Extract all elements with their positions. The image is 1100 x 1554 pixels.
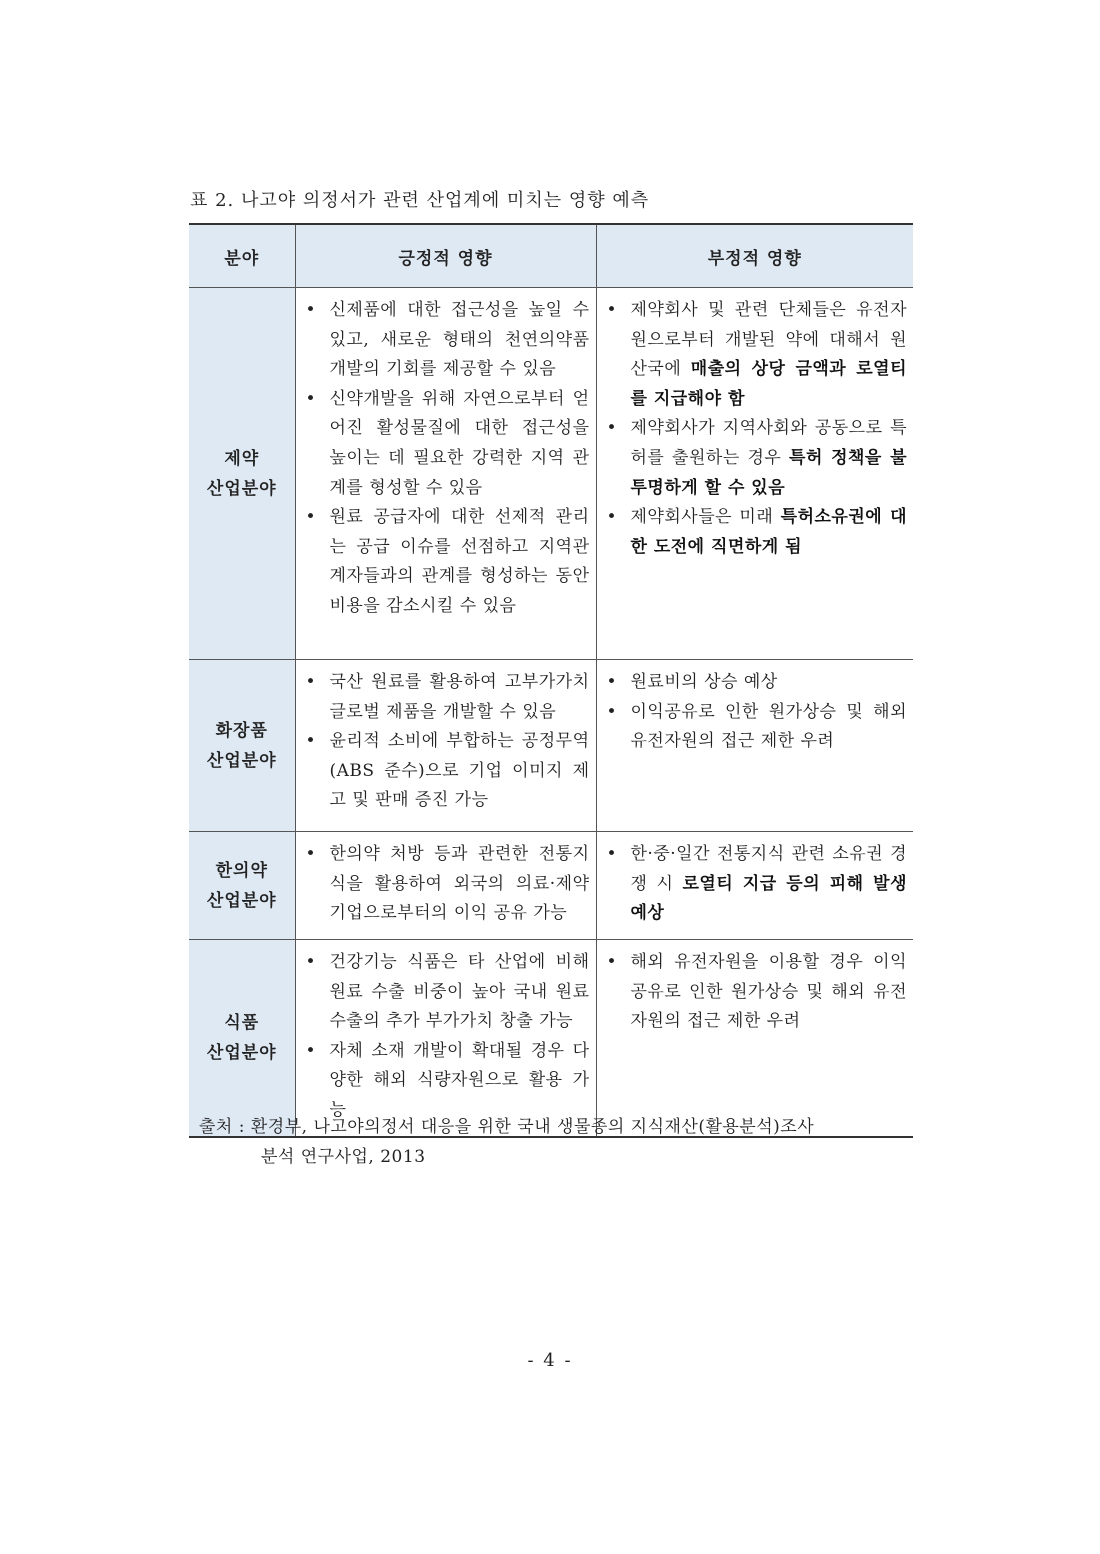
bullet-icon: • bbox=[606, 701, 618, 722]
emphasis-text: 로열티 지급 등의 피해 발생 예상 bbox=[630, 873, 907, 924]
list-item bbox=[605, 296, 908, 414]
bullet-icon: • bbox=[305, 388, 317, 409]
item-text: 윤리적 소비에 부합하는 공정무역(ABS 준수)으로 기업 이미지 제고 및 판매 증진 가능 bbox=[329, 731, 590, 811]
item-text: 원료 공급자에 대한 선제적 관리는 공급 이슈를 선점하고 지역관계자들과의 관계를 형성하는 동안 비용을 감소시킬 수 있음 bbox=[329, 507, 590, 616]
item-text: 신제품에 대한 접근성을 높일 수 있고, 새로운 형태의 천연의약품 개발의 기회를 제공할 수 있음 bbox=[329, 300, 590, 380]
positive-cell bbox=[295, 288, 596, 660]
table-row bbox=[189, 832, 913, 940]
bullet-icon: • bbox=[606, 418, 618, 439]
category-label: 산업분야 bbox=[206, 750, 277, 771]
list-item bbox=[605, 414, 908, 503]
positive-cell bbox=[295, 832, 596, 940]
list-item bbox=[304, 296, 590, 385]
source-note bbox=[199, 1112, 909, 1172]
source-line-1: 출처 : 환경부, 나고야의정서 대응을 위한 국내 생물종의 지식재산(활용분석)조사 bbox=[199, 1117, 815, 1137]
category-cell bbox=[189, 940, 295, 1137]
header-positive: 긍정적 영향 bbox=[295, 224, 596, 288]
item-text: 자체 소재 개발이 확대될 경우 다양한 해외 식량자원으로 활용 가능 bbox=[329, 1040, 590, 1120]
negative-cell bbox=[596, 288, 913, 660]
bullet-icon: • bbox=[305, 507, 317, 528]
item-text: 제약회사 및 관련 단체들은 유전자원으로부터 개발된 약에 대해서 원산국에 bbox=[630, 300, 907, 380]
item-text: 원료비의 상승 예상 bbox=[630, 672, 778, 692]
source-line-2: 분석 연구사업, 2013 bbox=[261, 1147, 426, 1167]
item-text: 이익공유로 인한 원가상승 및 해외 유전자원의 접근 제한 우려 bbox=[630, 701, 907, 752]
category-cell bbox=[189, 288, 295, 660]
bullet-icon: • bbox=[305, 672, 317, 692]
category-label: 산업분야 bbox=[206, 1042, 277, 1063]
bullet-icon: • bbox=[305, 844, 317, 864]
table-caption: 표 2. 나고야 의정서가 관련 산업계에 미치는 영향 예측 bbox=[190, 190, 650, 211]
table-header-row bbox=[189, 224, 913, 288]
page-number: - 4 - bbox=[527, 1350, 573, 1371]
positive-list bbox=[296, 940, 596, 1136]
table-row bbox=[189, 940, 913, 1137]
list-item bbox=[605, 668, 908, 698]
header-negative: 부정적 영향 bbox=[596, 224, 913, 288]
list-item bbox=[304, 840, 590, 929]
impact-table bbox=[189, 223, 913, 1138]
list-item bbox=[605, 698, 908, 757]
bullet-icon: • bbox=[606, 844, 618, 864]
bullet-icon: • bbox=[606, 507, 618, 528]
bullet-icon: • bbox=[305, 1040, 317, 1061]
item-text: 신약개발을 위해 자연으로부터 얻어진 활성물질에 대한 접근성을 높이는 데 필요한 강력한 지역 관계를 형성할 수 있음 bbox=[329, 388, 590, 498]
positive-list bbox=[296, 660, 596, 826]
positive-cell bbox=[295, 660, 596, 832]
item-text: 제약회사가 지역사회와 공동으로 특허를 출원하는 경우 bbox=[630, 418, 907, 468]
negative-cell bbox=[596, 832, 913, 940]
bullet-icon: • bbox=[606, 300, 618, 320]
negative-list bbox=[597, 288, 914, 572]
positive-list bbox=[296, 832, 596, 939]
list-item bbox=[605, 948, 908, 1037]
table-row bbox=[189, 660, 913, 832]
category-label: 식품 bbox=[224, 1012, 260, 1033]
category-label: 제약 bbox=[224, 448, 260, 469]
emphasis-text: 매출의 상당 금액과 로열티를 지급해야 함 bbox=[630, 359, 907, 409]
item-text: 건강기능 식품은 타 산업에 비해 원료 수출 비중이 높아 국내 원료 수출의 추가 부가가치 창출 가능 bbox=[329, 952, 590, 1032]
emphasis-text: 특허소유권에 대한 도전에 직면하게 됨 bbox=[630, 507, 908, 557]
positive-cell bbox=[295, 940, 596, 1137]
positive-list bbox=[296, 288, 596, 632]
bullet-icon: • bbox=[606, 952, 618, 972]
emphasis-text: 특허 정책을 불투명하게 할 수 있음 bbox=[630, 447, 907, 498]
item-text: 해외 유전자원을 이용할 경우 이익공유로 인한 원가상승 및 해외 유전자원의 접근 제한 우려 bbox=[630, 952, 907, 1032]
list-item bbox=[605, 840, 908, 929]
negative-list bbox=[597, 832, 914, 939]
category-label: 산업분야 bbox=[206, 478, 277, 499]
table-row bbox=[189, 288, 913, 660]
negative-cell bbox=[596, 940, 913, 1137]
bullet-icon: • bbox=[305, 300, 317, 320]
item-text: 한의약 처방 등과 관련한 전통지식을 활용하여 외국의 의료·제약기업으로부터의 이익 공유 가능 bbox=[329, 844, 590, 924]
bullet-icon: • bbox=[606, 672, 618, 692]
list-item bbox=[304, 385, 590, 503]
bullet-icon: • bbox=[305, 731, 317, 752]
list-item bbox=[304, 948, 590, 1037]
category-label: 화장품 bbox=[215, 720, 268, 741]
item-text: 국산 원료를 활용하여 고부가가치 글로벌 제품을 개발할 수 있음 bbox=[329, 672, 590, 722]
category-cell bbox=[189, 832, 295, 940]
item-text: 제약회사들은 미래 bbox=[630, 507, 781, 528]
category-cell bbox=[189, 660, 295, 832]
list-item bbox=[304, 727, 590, 816]
header-field: 분야 bbox=[189, 224, 295, 288]
list-item bbox=[304, 668, 590, 727]
item-text: 한·중·일간 전통지식 관련 소유권 경쟁 시 bbox=[630, 844, 907, 894]
negative-list bbox=[597, 940, 914, 1047]
bullet-icon: • bbox=[305, 952, 317, 972]
category-label: 한의약 bbox=[215, 860, 268, 881]
negative-list bbox=[597, 660, 914, 767]
list-item bbox=[304, 503, 590, 621]
category-label: 산업분야 bbox=[206, 890, 277, 911]
negative-cell bbox=[596, 660, 913, 832]
list-item bbox=[605, 503, 908, 562]
